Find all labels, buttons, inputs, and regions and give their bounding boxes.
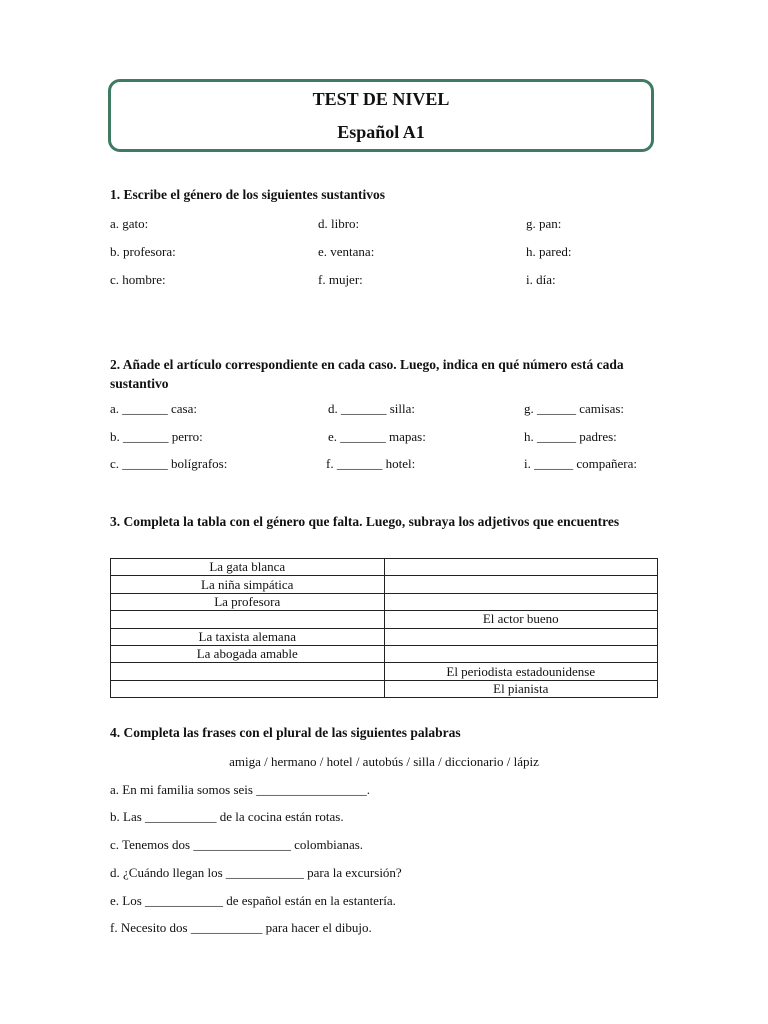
table-cell-masculine: El pianista (384, 680, 658, 697)
page-subtitle: Español A1 (337, 122, 425, 142)
table-row (111, 611, 658, 628)
table-cell-masculine (384, 559, 658, 576)
exercise-2-item: a. _______ casa: (110, 401, 198, 416)
table-cell-feminine (111, 611, 385, 628)
table-row (111, 680, 658, 697)
exercise-4-sentence: d. ¿Cuándo llegan los ____________ para la excursión? (110, 865, 402, 880)
exercise-1-heading: 1. Escribe el género de los siguientes sustantivos (110, 187, 386, 202)
exercise-2-item: i. ______ compañera: (524, 456, 637, 471)
table-cell-masculine (384, 628, 658, 645)
exercise-4-sentence: a. En mi familia somos seis _________________. (110, 782, 370, 797)
exercise-1-item: a. gato: (110, 216, 149, 231)
exercise-1-item: c. hombre: (110, 272, 166, 287)
table-row (111, 593, 658, 610)
table-cell-feminine: La taxista alemana (111, 628, 385, 645)
table-row (111, 663, 658, 680)
exercise-2-item: b. _______ perro: (110, 429, 203, 444)
exercise-1-item: f. mujer: (318, 272, 363, 287)
exercise-1-item: d. libro: (318, 216, 360, 231)
table-row (111, 559, 658, 576)
table-cell-masculine: El actor bueno (384, 611, 658, 628)
table-cell-masculine (384, 645, 658, 662)
exercise-2-heading: 2. Añade el artículo correspondiente en cada caso. Luego, indica en qué número está cada sustantivo (110, 357, 624, 391)
exercise-4-sentence: f. Necesito dos ___________ para hacer el dibujo. (110, 920, 372, 935)
exercise-4-sentence: b. Las ___________ de la cocina están rotas. (110, 809, 344, 824)
exercise-2-item: d. _______ silla: (328, 401, 416, 416)
table-cell-feminine: La gata blanca (111, 559, 385, 576)
exercise-2-item: h. ______ padres: (524, 429, 617, 444)
exercise-2-item: f. _______ hotel: (326, 456, 416, 471)
exercise-1-item: e. ventana: (318, 244, 375, 259)
exercise-2-item: e. _______ mapas: (328, 429, 426, 444)
table-cell-masculine: El periodista estadounidense (384, 663, 658, 680)
word-bank: amiga / hermano / hotel / autobús / silla / diccionario / lápiz (229, 754, 539, 769)
exercise-1-item: h. pared: (526, 244, 572, 259)
exercise-1-item: b. profesora: (110, 244, 176, 259)
table-row (111, 576, 658, 593)
table-cell-masculine (384, 576, 658, 593)
table-cell-feminine (111, 663, 385, 680)
exercise-2-item: g. ______ camisas: (524, 401, 625, 416)
exercise-4-heading: 4. Completa las frases con el plural de las siguientes palabras (110, 725, 461, 740)
table-cell-feminine (111, 680, 385, 697)
exercise-1-item: g. pan: (526, 216, 562, 231)
exercise-4-sentence: e. Los ____________ de español están en la estantería. (110, 893, 396, 908)
page-title: TEST DE NIVEL (312, 89, 450, 109)
table-row (111, 645, 658, 662)
exercise-1-item: i. día: (526, 272, 556, 287)
exercise-2-item: c. _______ bolígrafos: (110, 456, 228, 471)
table-row (111, 628, 658, 645)
exercise-3-heading: 3. Completa la tabla con el género que falta. Luego, subraya los adjetivos que encuentres (110, 514, 620, 529)
table-cell-masculine (384, 593, 658, 610)
table-cell-feminine: La niña simpática (111, 576, 385, 593)
title-box (108, 79, 654, 152)
table-cell-feminine: La profesora (111, 593, 385, 610)
exercise-4-sentence: c. Tenemos dos _______________ colombianas. (110, 837, 364, 852)
table-cell-feminine: La abogada amable (111, 645, 385, 662)
gender-table (110, 558, 658, 698)
